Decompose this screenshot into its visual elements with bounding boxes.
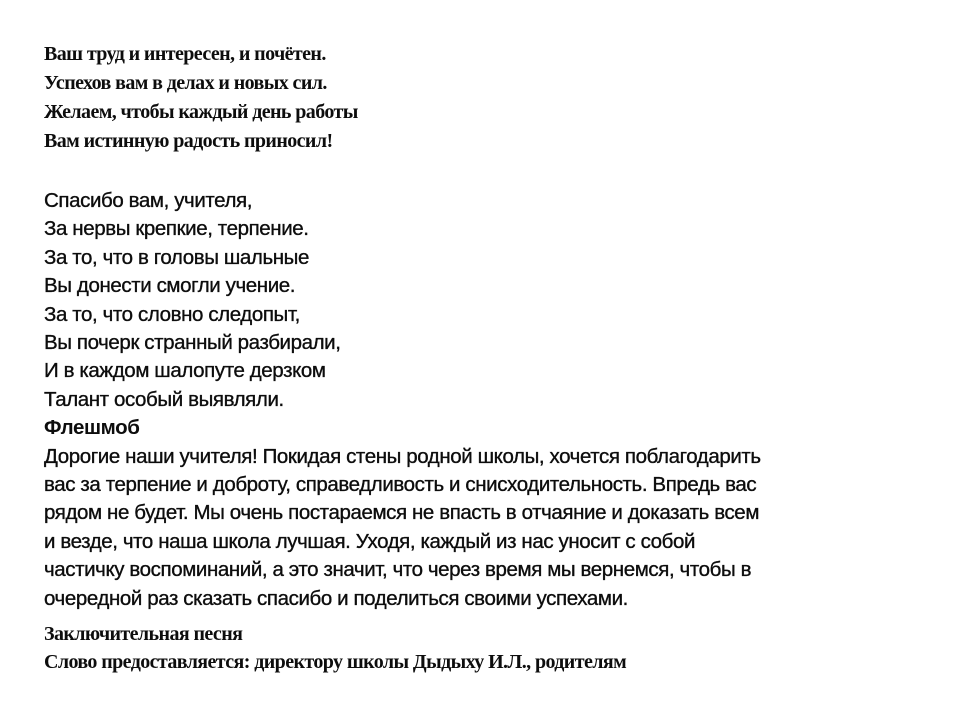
closing-song-heading: Заключительная песня	[44, 623, 243, 645]
paragraph-line: очередной раз сказать спасибо и поделиться своими успехами.	[44, 586, 628, 610]
paragraph-line: Дорогие наши учителя! Покидая стены родной школы, хочется поблагодарить	[44, 444, 761, 468]
poem-line: Вы донести смогли учение.	[44, 274, 296, 298]
poem-line: За то, что словно следопыт,	[44, 302, 300, 326]
poem-line: И в каждом шалопуте дерзком	[44, 359, 326, 383]
poem-line: Спасибо вам, учителя,	[44, 189, 253, 212]
closing-section	[44, 620, 626, 676]
paragraph-line: и везде, что наша школа лучшая. Уходя, каждый из нас уносит с собой	[44, 529, 696, 553]
poem-line: За нервы крепкие, терпение.	[44, 217, 309, 241]
poem-line: Вам истинную радость приносил!	[44, 130, 333, 152]
paragraph-line: рядом не будет. Мы очень постараемся не впасть в отчаяние и доказать всем	[44, 501, 760, 525]
poem-line: Талант особый выявляли.	[44, 387, 284, 411]
flashmob-heading: Флешмоб	[44, 416, 140, 440]
main-text-block	[44, 187, 916, 613]
paragraph-line: вас за терпение и доброту, справедливость и снисходительность. Впредь вас	[44, 473, 757, 497]
paragraph-line: частичку воспоминаний, а это значит, что через время мы вернемся, чтобы в	[44, 558, 752, 582]
poem-line: Ваш труд и интересен, и почётен.	[44, 43, 326, 65]
poem-line: Успехов вам в делах и новых сил.	[44, 72, 327, 94]
poem-line: Желаем, чтобы каждый день работы	[44, 101, 358, 123]
poem-stanza-1	[44, 40, 358, 156]
poem-line: Вы почерк странный разбирали,	[44, 331, 341, 355]
poem-line: За то, что в головы шальные	[44, 245, 309, 269]
flashmob-paragraph	[44, 443, 916, 613]
closing-speech-line: Слово предоставляется: директору школы Дыдыху И.Л., родителям	[44, 651, 627, 673]
